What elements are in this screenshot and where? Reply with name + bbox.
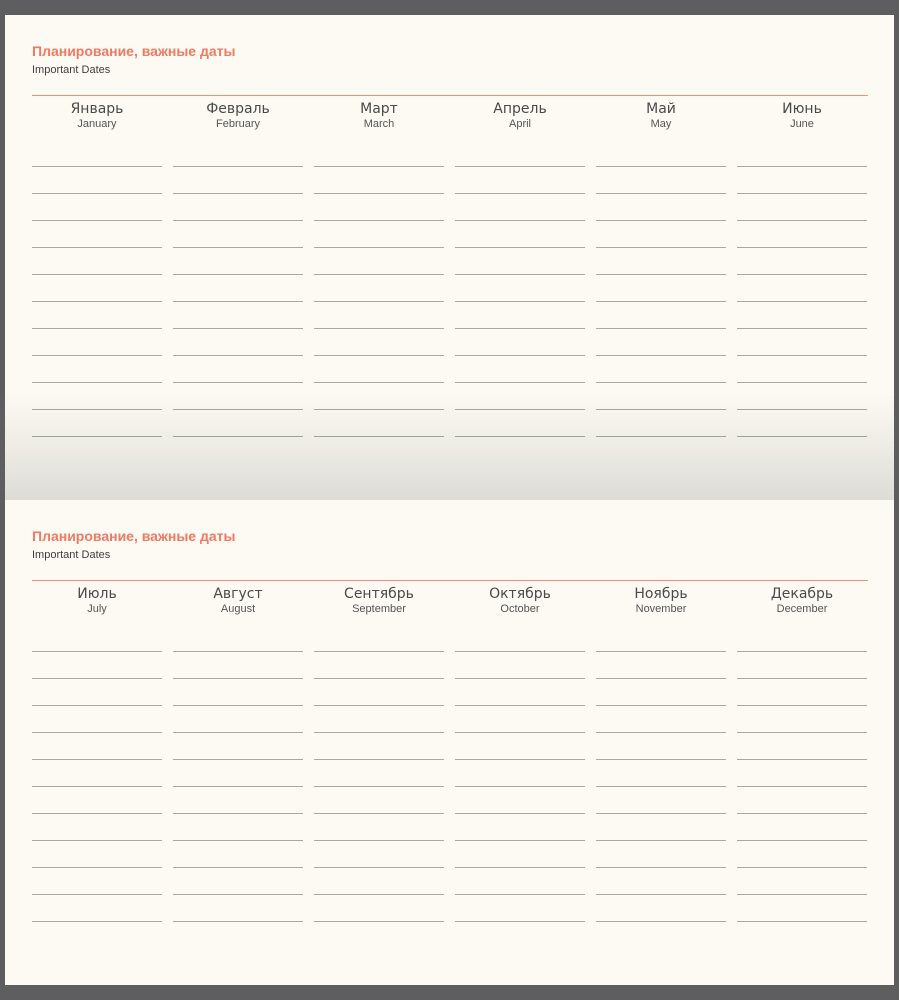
writing-line — [173, 328, 303, 329]
month-name-ru: Июль — [77, 586, 117, 602]
month-name-ru: Октябрь — [489, 586, 551, 602]
writing-line — [596, 274, 726, 275]
writing-line — [314, 813, 444, 814]
writing-line — [173, 382, 303, 383]
writing-line — [737, 678, 867, 679]
page-subtitle: Important Dates — [32, 549, 111, 561]
writing-line — [173, 301, 303, 302]
writing-line — [455, 274, 585, 275]
writing-line — [455, 786, 585, 787]
writing-line — [455, 651, 585, 652]
writing-line — [32, 651, 162, 652]
writing-line — [32, 678, 162, 679]
month-name-en: December — [776, 603, 828, 615]
month-header — [455, 101, 585, 130]
writing-line — [455, 921, 585, 922]
writing-line — [737, 274, 867, 275]
writing-line — [737, 786, 867, 787]
writing-line — [314, 921, 444, 922]
writing-line — [314, 894, 444, 895]
writing-line — [455, 436, 585, 437]
month-header — [737, 101, 867, 130]
writing-line — [173, 651, 303, 652]
writing-line — [173, 274, 303, 275]
writing-line — [596, 813, 726, 814]
writing-line — [737, 382, 867, 383]
writing-line — [455, 705, 585, 706]
writing-line — [32, 732, 162, 733]
month-name-en: January — [77, 118, 117, 130]
writing-line — [455, 867, 585, 868]
writing-line — [32, 867, 162, 868]
writing-line — [596, 436, 726, 437]
writing-line — [32, 220, 162, 221]
writing-line — [314, 867, 444, 868]
writing-line — [314, 193, 444, 194]
writing-line — [596, 732, 726, 733]
writing-line — [455, 328, 585, 329]
writing-line — [32, 409, 162, 410]
month-header — [32, 101, 162, 130]
month-name-en: November — [635, 603, 687, 615]
header-divider — [32, 95, 868, 96]
writing-line — [314, 247, 444, 248]
writing-line — [314, 274, 444, 275]
writing-line — [455, 409, 585, 410]
month-name-en: October — [500, 603, 540, 615]
writing-line — [173, 867, 303, 868]
writing-line — [737, 193, 867, 194]
writing-line — [455, 355, 585, 356]
writing-line — [314, 436, 444, 437]
writing-line — [32, 193, 162, 194]
writing-line — [32, 921, 162, 922]
writing-line — [32, 382, 162, 383]
month-name-en: August — [220, 603, 256, 615]
writing-line — [32, 166, 162, 167]
writing-line — [596, 382, 726, 383]
writing-line — [455, 166, 585, 167]
writing-line — [737, 867, 867, 868]
writing-line — [737, 651, 867, 652]
month-name-ru: Июнь — [782, 101, 822, 117]
writing-line — [596, 328, 726, 329]
writing-line — [173, 732, 303, 733]
month-name-ru: Март — [360, 101, 398, 117]
writing-line — [596, 193, 726, 194]
writing-line — [173, 759, 303, 760]
header-divider — [32, 580, 868, 581]
page-title: Планирование, важные даты — [32, 528, 236, 544]
month-name-en: September — [352, 603, 406, 615]
month-header — [173, 586, 303, 615]
writing-line — [737, 840, 867, 841]
page-subtitle: Important Dates — [32, 64, 111, 76]
writing-line — [314, 651, 444, 652]
writing-line — [455, 247, 585, 248]
writing-line — [173, 894, 303, 895]
writing-line — [596, 355, 726, 356]
writing-line — [173, 705, 303, 706]
month-name-en: February — [215, 118, 261, 130]
month-name-en: May — [650, 118, 672, 130]
month-header — [455, 586, 585, 615]
fold-shadow — [5, 390, 894, 500]
writing-line — [32, 840, 162, 841]
writing-line — [596, 166, 726, 167]
writing-line — [314, 732, 444, 733]
writing-line — [173, 355, 303, 356]
writing-line — [173, 921, 303, 922]
month-name-ru: Январь — [70, 101, 124, 117]
planner-page-first-half — [5, 15, 894, 500]
month-header — [173, 101, 303, 130]
writing-line — [737, 328, 867, 329]
writing-line — [737, 355, 867, 356]
writing-line — [455, 894, 585, 895]
planner-page-second-half — [5, 500, 894, 985]
writing-line — [32, 274, 162, 275]
writing-line — [737, 732, 867, 733]
writing-line — [314, 840, 444, 841]
writing-line — [737, 705, 867, 706]
writing-line — [173, 786, 303, 787]
writing-line — [596, 840, 726, 841]
writing-line — [737, 894, 867, 895]
writing-line — [455, 759, 585, 760]
page-title: Планирование, важные даты — [32, 43, 236, 59]
writing-line — [173, 840, 303, 841]
writing-line — [455, 193, 585, 194]
writing-line — [314, 301, 444, 302]
writing-line — [455, 813, 585, 814]
writing-line — [173, 247, 303, 248]
writing-line — [737, 220, 867, 221]
writing-line — [173, 193, 303, 194]
writing-line — [32, 247, 162, 248]
month-name-en: March — [363, 118, 395, 130]
month-header — [596, 101, 726, 130]
writing-line — [596, 220, 726, 221]
writing-line — [455, 678, 585, 679]
writing-line — [32, 705, 162, 706]
writing-line — [314, 328, 444, 329]
month-name-ru: Май — [646, 101, 676, 117]
writing-line — [173, 220, 303, 221]
writing-line — [596, 786, 726, 787]
writing-line — [314, 409, 444, 410]
writing-line — [596, 678, 726, 679]
writing-line — [737, 436, 867, 437]
writing-line — [314, 705, 444, 706]
writing-line — [32, 436, 162, 437]
writing-line — [737, 813, 867, 814]
writing-line — [737, 166, 867, 167]
writing-line — [173, 813, 303, 814]
writing-line — [596, 894, 726, 895]
writing-line — [455, 382, 585, 383]
month-name-ru: Декабрь — [770, 586, 834, 602]
writing-line — [737, 409, 867, 410]
month-header — [314, 586, 444, 615]
month-name-en: June — [790, 118, 814, 130]
writing-line — [173, 436, 303, 437]
writing-line — [455, 301, 585, 302]
writing-line — [596, 651, 726, 652]
writing-line — [173, 166, 303, 167]
month-name-en: July — [87, 603, 107, 615]
writing-line — [737, 759, 867, 760]
writing-line — [32, 813, 162, 814]
writing-line — [596, 409, 726, 410]
writing-line — [737, 247, 867, 248]
writing-line — [314, 220, 444, 221]
writing-line — [455, 732, 585, 733]
writing-line — [737, 921, 867, 922]
writing-line — [314, 382, 444, 383]
writing-line — [596, 759, 726, 760]
writing-line — [596, 247, 726, 248]
month-header — [32, 586, 162, 615]
writing-line — [32, 328, 162, 329]
writing-line — [314, 355, 444, 356]
month-name-ru: Сентябрь — [344, 586, 414, 602]
writing-line — [455, 220, 585, 221]
writing-line — [314, 786, 444, 787]
month-name-ru: Август — [213, 586, 263, 602]
writing-line — [32, 759, 162, 760]
writing-line — [596, 705, 726, 706]
month-header — [314, 101, 444, 130]
writing-line — [314, 166, 444, 167]
month-header — [737, 586, 867, 615]
writing-line — [737, 301, 867, 302]
writing-line — [173, 409, 303, 410]
writing-line — [455, 840, 585, 841]
month-name-en: April — [508, 118, 531, 130]
month-name-ru: Апрель — [493, 101, 547, 117]
writing-line — [173, 678, 303, 679]
month-name-ru: Ноябрь — [634, 586, 688, 602]
writing-line — [32, 301, 162, 302]
writing-line — [314, 678, 444, 679]
writing-line — [32, 355, 162, 356]
writing-line — [32, 894, 162, 895]
writing-line — [596, 921, 726, 922]
writing-line — [314, 759, 444, 760]
writing-line — [596, 867, 726, 868]
writing-line — [596, 301, 726, 302]
month-header — [596, 586, 726, 615]
month-name-ru: Февраль — [206, 101, 270, 117]
writing-line — [32, 786, 162, 787]
